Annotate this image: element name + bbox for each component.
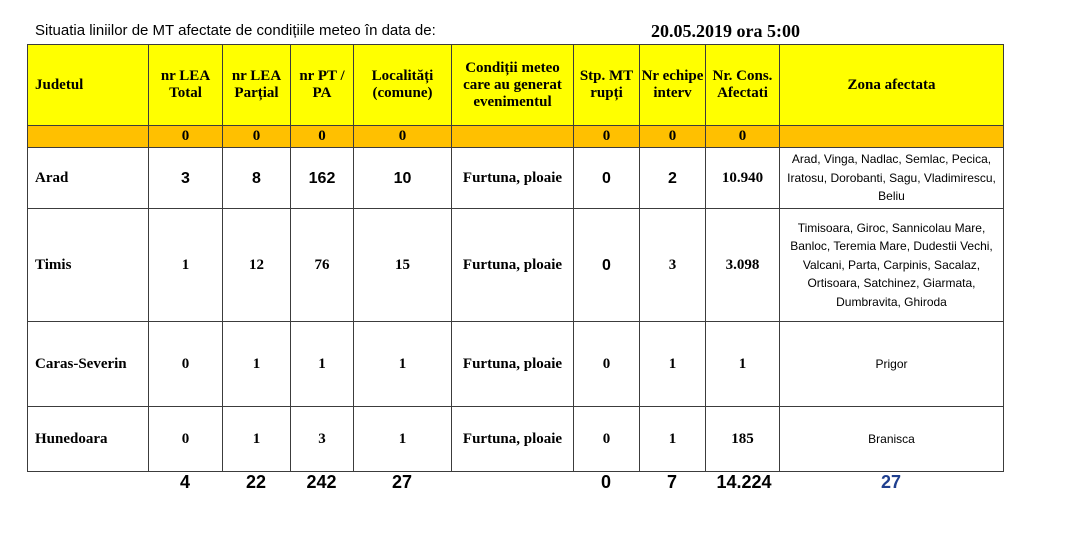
cell-stp: 0 [574,322,640,407]
cell-consumatori: 3.098 [706,209,780,322]
total-echipe: 7 [666,472,677,492]
report-title: Situatia liniilor de MT afectate de condițiile meteo în data de: [35,22,436,39]
cell-judet: Timis [28,209,149,322]
table-row [28,407,1004,472]
table-row [28,209,1004,322]
total-lea-total: 4 [179,472,190,492]
cell-echipe: 2 [640,148,706,209]
sub-cell: 0 [640,126,706,148]
sub-cell: 0 [223,126,291,148]
sub-cell: 0 [574,126,640,148]
cell-localitati: 10 [354,148,452,209]
cell-judet: Caras-Severin [28,322,149,407]
col-echipe: Nr echipe interv [640,45,706,126]
table-row [28,322,1004,407]
sub-cell: 0 [354,126,452,148]
col-stp: Stp. MT rupți [574,45,640,126]
cell-lea-total: 0 [149,407,223,472]
cell-conditii: Furtuna, ploaie [452,407,574,472]
cell-lea-total: 3 [149,148,223,209]
col-localitati: Localități (comune) [354,45,452,126]
sub-cell: 0 [291,126,354,148]
cell-lea-total: 1 [149,209,223,322]
cell-echipe: 3 [640,209,706,322]
subheader-row [28,126,1004,148]
col-conditii: Condiții meteo care au generat evenimentul [452,45,574,126]
col-pt-pa: nr PT / PA [291,45,354,126]
cell-pt-pa: 76 [291,209,354,322]
cell-localitati: 15 [354,209,452,322]
total-localitati: 27 [391,472,413,492]
cell-localitati: 1 [354,322,452,407]
header-row [28,45,1004,126]
cell-stp: 0 [574,407,640,472]
total-stp: 0 [600,472,611,492]
cell-echipe: 1 [640,407,706,472]
cell-zona: Timisoara, Giroc, Sannicolau Mare, Banloc, Teremia Mare, Dudestii Vechi, Valcani, Parta, Carpinis, Sacalaz, Ortisoara, Satchinez, Giarmata, Dumbravita, Ghiroda [780,209,1004,322]
cell-conditii: Furtuna, ploaie [452,322,574,407]
sub-cell [452,126,574,148]
col-consumatori: Nr. Cons. Afectati [706,45,780,126]
sub-cell [28,126,149,148]
cell-stp: 0 [574,148,640,209]
total-zona: 27 [880,472,902,492]
cell-lea-partial: 12 [223,209,291,322]
cell-conditii: Furtuna, ploaie [452,209,574,322]
col-judetul: Judetul [28,45,149,126]
cell-consumatori: 1 [706,322,780,407]
report-date: 20.05.2019 ora 5:00 [651,21,800,41]
cell-judet: Hunedoara [28,407,149,472]
col-zona: Zona afectata [780,45,1004,126]
cell-echipe: 1 [640,322,706,407]
col-lea-partial: nr LEA Parțial [223,45,291,126]
cell-lea-partial: 8 [223,148,291,209]
cell-consumatori: 185 [706,407,780,472]
cell-consumatori: 10.940 [706,148,780,209]
cell-conditii: Furtuna, ploaie [452,148,574,209]
cell-zona: Arad, Vinga, Nadlac, Semlac, Pecica, Iratosu, Dorobanti, Sagu, Vladimirescu, Beliu [780,148,1004,209]
cell-lea-total: 0 [149,322,223,407]
cell-lea-partial: 1 [223,322,291,407]
sub-cell: 0 [706,126,780,148]
col-lea-total: nr LEA Total [149,45,223,126]
table-row [28,148,1004,209]
total-consumatori: 14.224 [716,472,772,492]
cell-pt-pa: 1 [291,322,354,407]
cell-lea-partial: 1 [223,407,291,472]
total-pt-pa: 242 [306,472,337,492]
cell-judet: Arad [28,148,149,209]
cell-zona: Prigor [780,322,1004,407]
sub-cell: 0 [149,126,223,148]
cell-stp: 0 [574,209,640,322]
cell-pt-pa: 162 [291,148,354,209]
cell-zona: Branisca [780,407,1004,472]
sub-cell [780,126,1004,148]
cell-pt-pa: 3 [291,407,354,472]
outage-table [27,44,1004,472]
totals-row [0,472,1070,500]
cell-localitati: 1 [354,407,452,472]
total-lea-partial: 22 [245,472,267,492]
